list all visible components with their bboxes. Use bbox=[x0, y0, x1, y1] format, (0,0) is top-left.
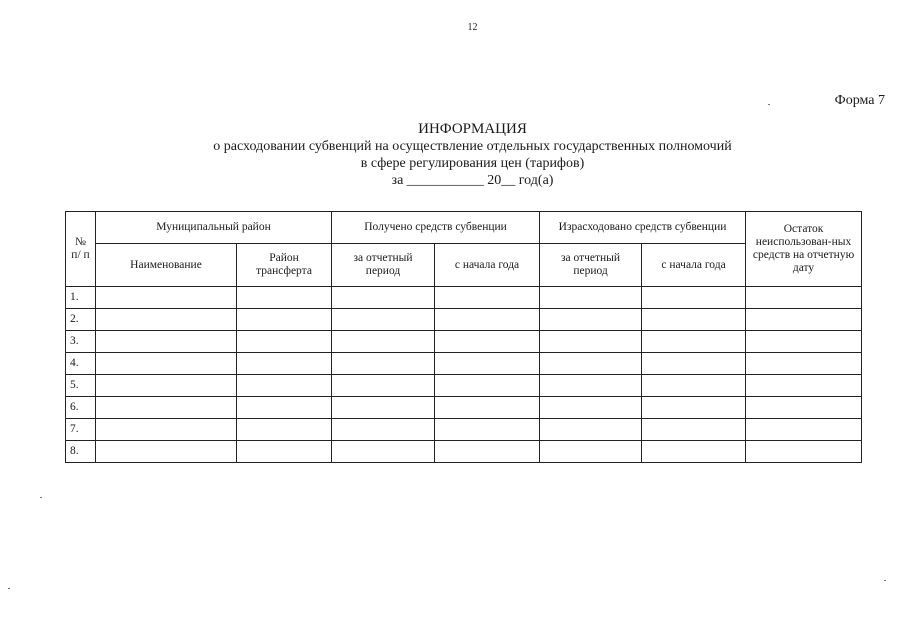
table-cell-empty bbox=[435, 397, 540, 419]
table-cell-empty bbox=[332, 287, 435, 309]
header-spent-year-start: с начала года bbox=[642, 244, 746, 287]
header-spent-period: за отчетный период bbox=[540, 244, 642, 287]
table-cell-empty bbox=[540, 397, 642, 419]
table-cell-empty bbox=[746, 287, 862, 309]
table-cell-empty bbox=[642, 331, 746, 353]
table-cell-empty bbox=[435, 353, 540, 375]
header-received-period: за отчетный период bbox=[332, 244, 435, 287]
table-cell-empty bbox=[435, 419, 540, 441]
header-row-number: № п/ п bbox=[66, 212, 96, 287]
table-cell-empty bbox=[96, 287, 237, 309]
table-cell-empty bbox=[96, 419, 237, 441]
table-cell-empty bbox=[746, 397, 862, 419]
header-remainder: Остаток неиспользован-ных средств на отчетную дату bbox=[746, 212, 862, 287]
table-cell-empty bbox=[96, 397, 237, 419]
table-row bbox=[66, 375, 862, 397]
table-cell-empty bbox=[332, 397, 435, 419]
table-cell-empty bbox=[237, 375, 332, 397]
title-subject: о расходовании субвенций на осуществление отдельных государственных полномочий bbox=[213, 139, 732, 154]
row-number: 8. bbox=[66, 441, 96, 463]
table-cell-empty bbox=[237, 309, 332, 331]
table-cell-empty bbox=[96, 441, 237, 463]
table-body bbox=[66, 287, 862, 463]
scan-speck bbox=[884, 580, 886, 581]
table-cell-empty bbox=[332, 331, 435, 353]
table-cell-empty bbox=[746, 375, 862, 397]
table-cell-empty bbox=[746, 309, 862, 331]
scan-speck bbox=[768, 104, 770, 105]
table-cell-empty bbox=[642, 287, 746, 309]
row-number: 3. bbox=[66, 331, 96, 353]
title-heading: ИНФОРМАЦИЯ bbox=[418, 121, 527, 137]
table-cell-empty bbox=[96, 353, 237, 375]
scan-speck bbox=[8, 588, 10, 589]
table-row bbox=[66, 419, 862, 441]
row-number: 5. bbox=[66, 375, 96, 397]
table-row bbox=[66, 353, 862, 375]
header-municipal-district: Муниципальный район bbox=[96, 212, 332, 244]
table-cell-empty bbox=[332, 309, 435, 331]
table-cell-empty bbox=[237, 441, 332, 463]
table-cell-empty bbox=[746, 441, 862, 463]
table-cell-empty bbox=[642, 309, 746, 331]
table-cell-empty bbox=[435, 287, 540, 309]
table-row bbox=[66, 309, 862, 331]
table-cell-empty bbox=[642, 441, 746, 463]
table-cell-empty bbox=[237, 419, 332, 441]
table-row bbox=[66, 397, 862, 419]
table-cell-empty bbox=[435, 441, 540, 463]
table-cell-empty bbox=[332, 441, 435, 463]
table-cell-empty bbox=[746, 353, 862, 375]
table-cell-empty bbox=[332, 375, 435, 397]
header-spent-subvention: Израсходовано средств субвенции bbox=[540, 212, 746, 244]
table-cell-empty bbox=[237, 287, 332, 309]
table-cell-empty bbox=[746, 419, 862, 441]
table-cell-empty bbox=[642, 353, 746, 375]
row-number: 4. bbox=[66, 353, 96, 375]
header-transfer-district: Район трансферта bbox=[237, 244, 332, 287]
title-sphere: в сфере регулирования цен (тарифов) bbox=[360, 156, 585, 171]
title-block bbox=[0, 121, 905, 189]
header-name: Наименование bbox=[96, 244, 237, 287]
table-cell-empty bbox=[642, 419, 746, 441]
table-cell-empty bbox=[96, 375, 237, 397]
table-cell-empty bbox=[746, 331, 862, 353]
table-cell-empty bbox=[435, 309, 540, 331]
table-cell-empty bbox=[540, 353, 642, 375]
table-cell-empty bbox=[540, 287, 642, 309]
table-cell-empty bbox=[540, 331, 642, 353]
table-cell-empty bbox=[96, 331, 237, 353]
table-row bbox=[66, 287, 862, 309]
table-cell-empty bbox=[435, 375, 540, 397]
header-received-year-start: с начала года bbox=[435, 244, 540, 287]
table-cell-empty bbox=[540, 375, 642, 397]
title-period: за ___________ 20__ год(а) bbox=[391, 173, 554, 188]
table-cell-empty bbox=[237, 353, 332, 375]
report-table bbox=[65, 211, 862, 463]
table-cell-empty bbox=[96, 309, 237, 331]
table-cell-empty bbox=[642, 375, 746, 397]
table-cell-empty bbox=[332, 353, 435, 375]
header-received-subvention: Получено средств субвенции bbox=[332, 212, 540, 244]
row-number: 6. bbox=[66, 397, 96, 419]
table-cell-empty bbox=[540, 441, 642, 463]
table-cell-empty bbox=[237, 397, 332, 419]
row-number: 2. bbox=[66, 309, 96, 331]
row-number: 7. bbox=[66, 419, 96, 441]
scan-speck bbox=[40, 497, 42, 498]
table-row bbox=[66, 331, 862, 353]
table-cell-empty bbox=[540, 419, 642, 441]
table-cell-empty bbox=[540, 309, 642, 331]
page-number: 12 bbox=[467, 22, 478, 33]
row-number: 1. bbox=[66, 287, 96, 309]
table-cell-empty bbox=[435, 331, 540, 353]
table-cell-empty bbox=[642, 397, 746, 419]
table-row bbox=[66, 441, 862, 463]
table-cell-empty bbox=[237, 331, 332, 353]
form-label: Форма 7 bbox=[834, 93, 885, 108]
table-cell-empty bbox=[332, 419, 435, 441]
